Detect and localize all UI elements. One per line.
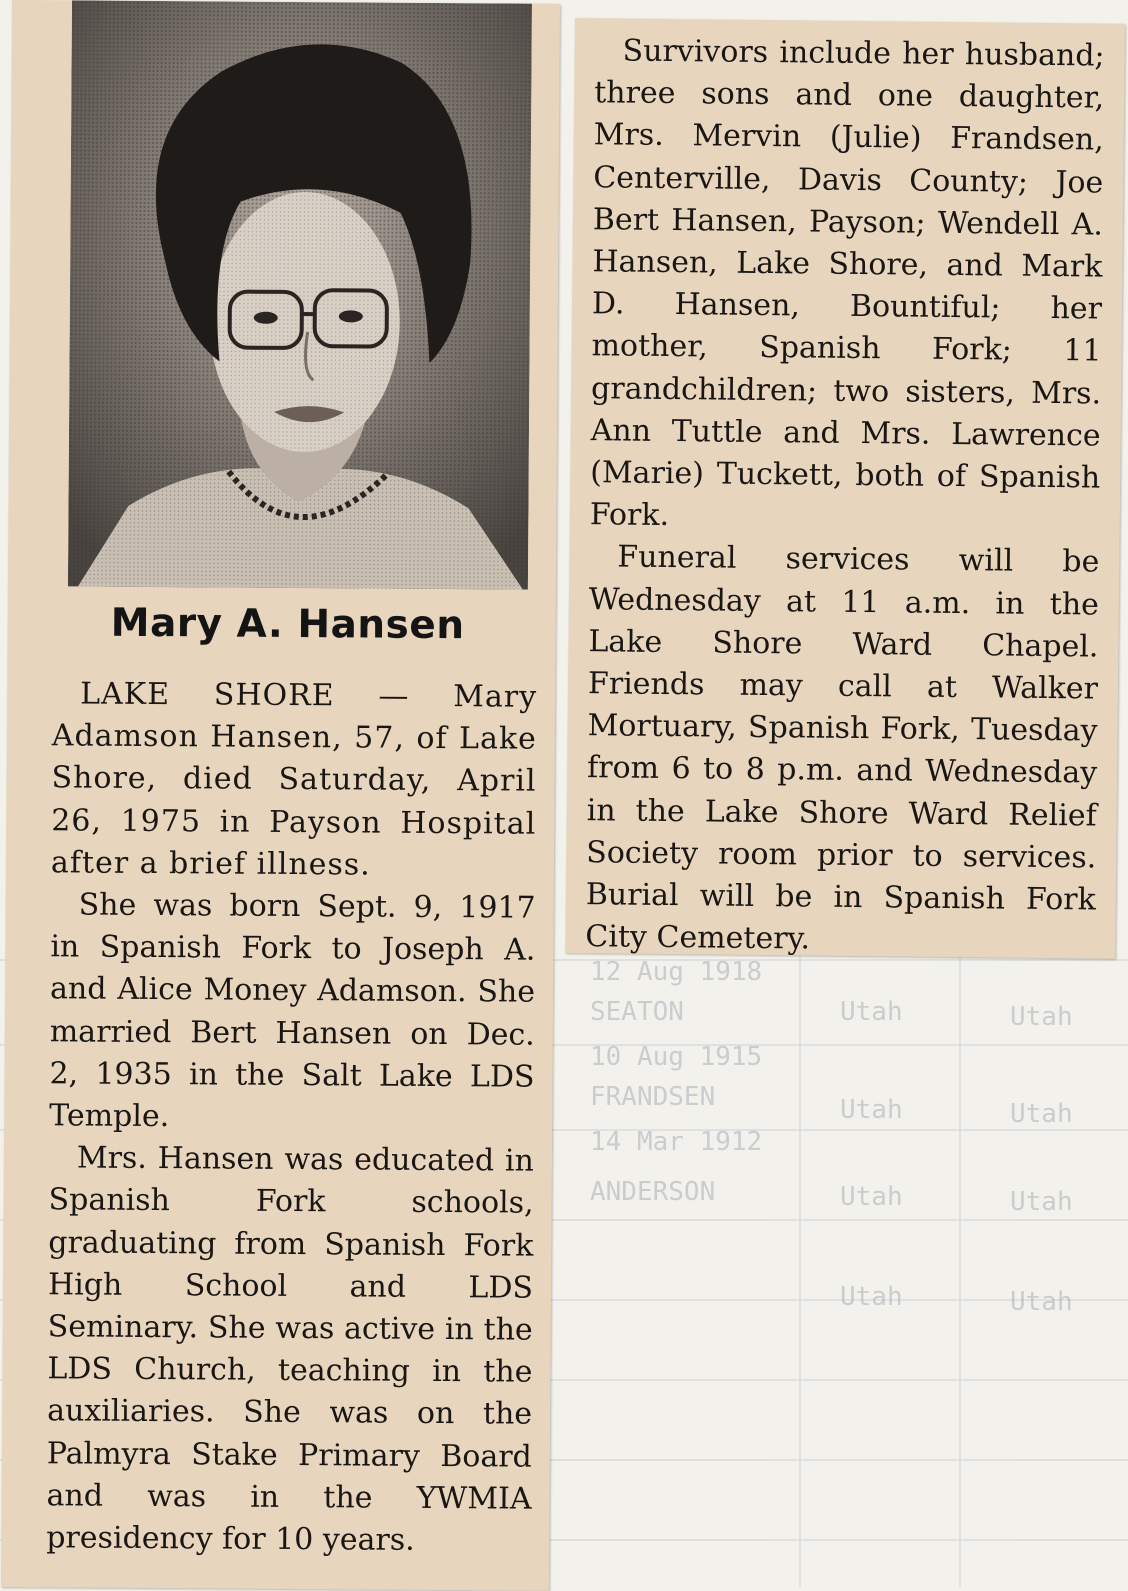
obituary-left-clipping: [1, 0, 560, 1591]
paragraph-funeral-services: Funeral services will be Wednesday at 11 a.m. in the Lake Shore Ward Chapel. Friends may call at Walker Mortuary, Spanish Fork, Tuesday from 6 to 8 p.m. and Wednesday in the Lake Shore Ward Relief Society room prior to services. Burial will be in Spanish Fork City Cemetery.: [585, 537, 1099, 964]
ledger-row-4-state2: Utah: [1010, 1099, 1073, 1129]
ledger-row-2-state2: Utah: [1010, 1002, 1073, 1032]
portrait-photo: [68, 0, 532, 589]
paragraph-death-notice: LAKE SHORE — Mary Adamson Hansen, 57, of Lake Shore, died Saturday, April 26, 1975 in Payson Hospital after a brief illness.: [51, 673, 537, 887]
ledger-row-2-name: SEATON: [590, 997, 684, 1027]
ledger-row-5-name: 14 Mar 1912: [590, 1127, 762, 1157]
ledger-row-4-state: Utah: [840, 1095, 903, 1125]
paragraph-survivors: Survivors include her husband; three sons and one daughter, Mrs. Mervin (Julie) Frandsen, Centerville, Davis County; Joe Bert Hansen, Payson; Wendell A. Hansen, Lake Shore, and Mark D. Hansen, Bountiful; her mother, Spanish Fork; 11 grandchildren; two sisters, Mrs. Ann Tuttle and Mrs. Lawrence (Marie) Tuckett, both of Spanish Fork.: [590, 30, 1105, 542]
obituary-right-column: [585, 30, 1105, 964]
paragraph-birth-marriage: She was born Sept. 9, 1917 in Spanish Fork to Joseph A. and Alice Money Adamson. She married Bert Hansen on Dec. 2, 1935 in the Salt Lake LDS Temple.: [49, 884, 536, 1141]
obituary-right-clipping: [565, 18, 1125, 959]
ledger-row-7-state2: Utah: [1010, 1287, 1073, 1317]
ledger-row-7-state: Utah: [840, 1282, 903, 1312]
ledger-row-6-state2: Utah: [1010, 1187, 1073, 1217]
paragraph-education-church: Mrs. Hansen was educated in Spanish Fork schools, graduating from Spanish Fork High School and LDS Seminary. She was active in the LDS Church, teaching in the auxiliaries. She was on the Palmyra Stake Primary Board and was in the YWMIA presidency for 10 years.: [46, 1138, 534, 1563]
ledger-row-6-state: Utah: [840, 1182, 903, 1212]
ledger-row-3-name: 10 Aug 1915: [590, 1042, 762, 1072]
ledger-row-6-name: ANDERSON: [590, 1177, 715, 1207]
ledger-row-4-name: FRANDSEN: [590, 1082, 715, 1112]
ledger-row-2-state: Utah: [840, 997, 903, 1027]
deceased-name: Mary A. Hansen: [37, 600, 537, 648]
ledger-row-1-name: 12 Aug 1918: [590, 957, 762, 987]
obituary-left-column: [46, 673, 537, 1563]
